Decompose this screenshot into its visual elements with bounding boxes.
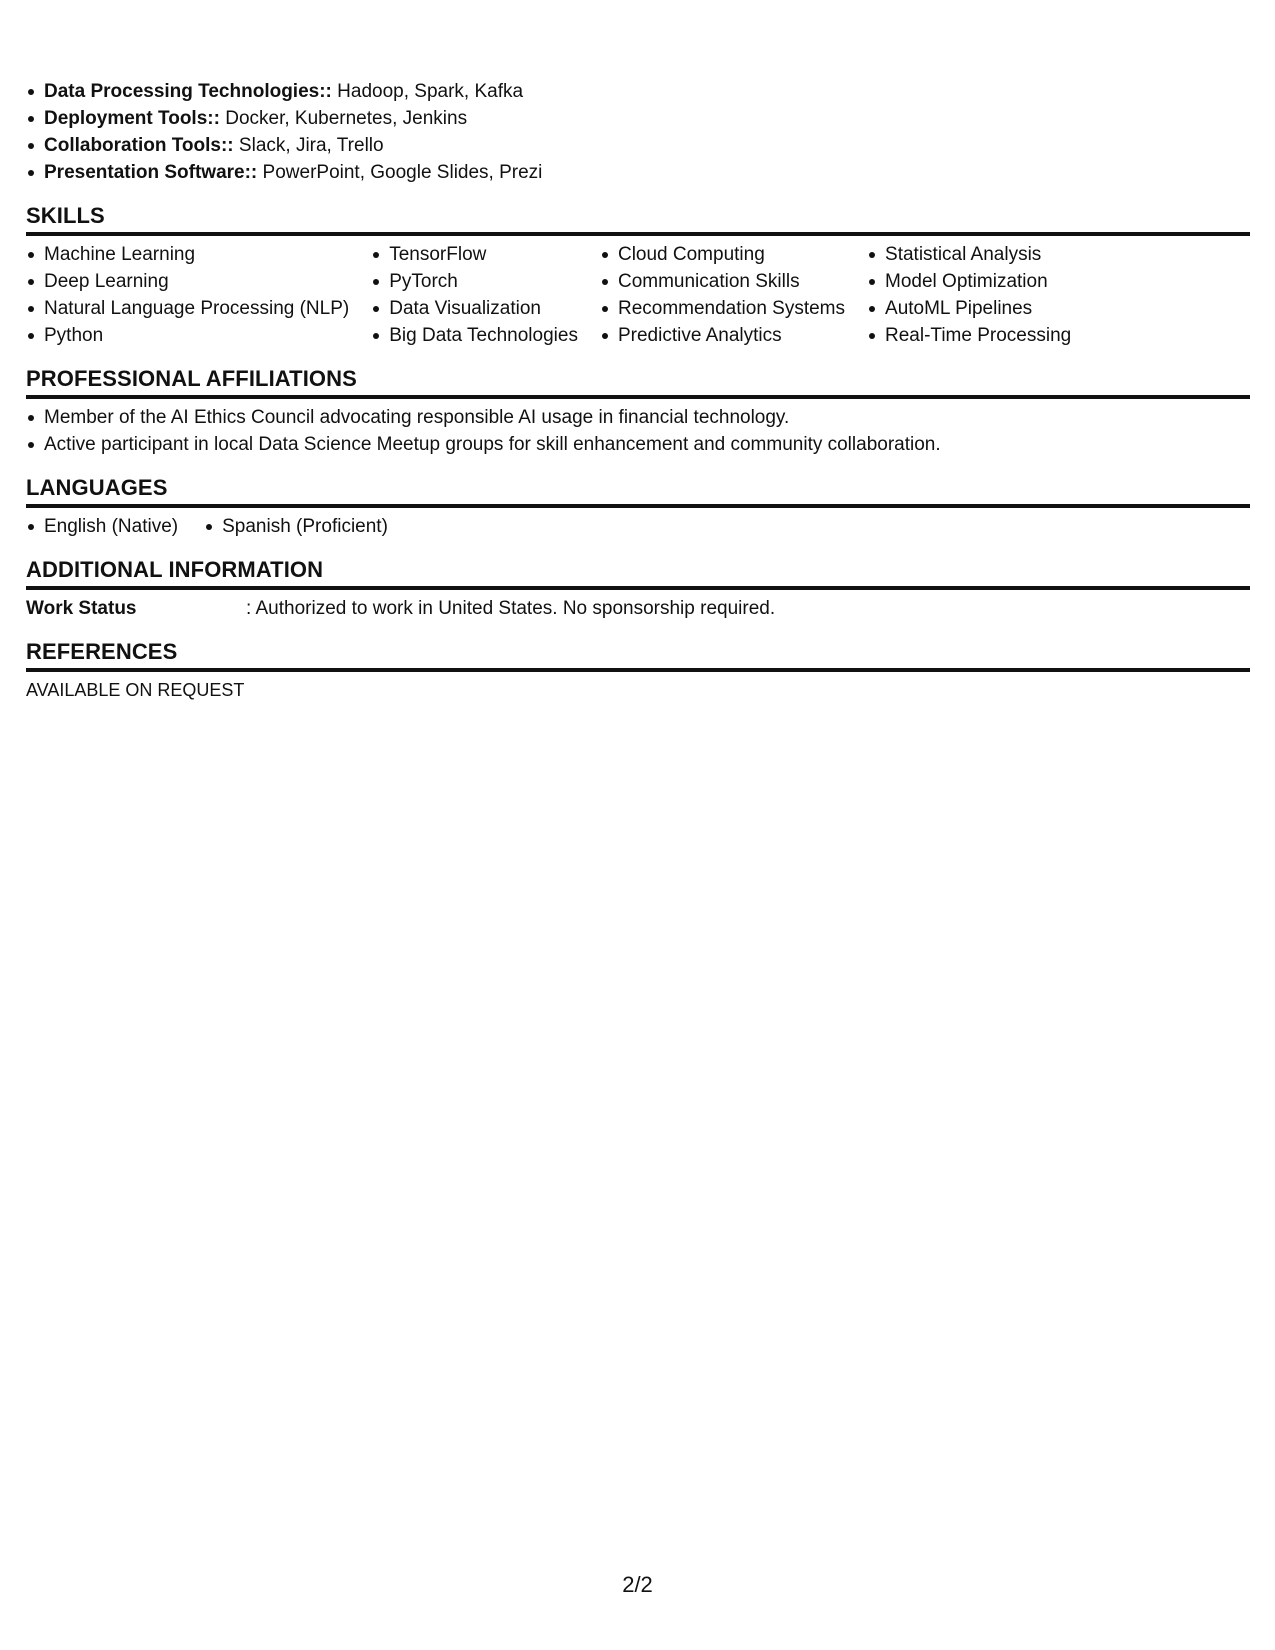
languages-list — [26, 513, 1250, 540]
tool-category: Collaboration Tools:: — [44, 135, 234, 156]
list-item: Natural Language Processing (NLP) — [26, 295, 349, 322]
list-item: Data Visualization — [371, 295, 578, 322]
tools-list — [26, 78, 1250, 186]
languages-section — [26, 474, 1250, 540]
section-title: PROFESSIONAL AFFILIATIONS — [26, 365, 1250, 399]
affiliations-section — [26, 365, 1250, 458]
skills-section — [26, 202, 1250, 349]
list-item — [26, 78, 1250, 105]
section-title: REFERENCES — [26, 638, 1250, 672]
tool-category: Presentation Software:: — [44, 162, 258, 183]
skills-column — [867, 241, 1071, 349]
list-item: Communication Skills — [600, 268, 845, 295]
list-item: Statistical Analysis — [867, 241, 1071, 268]
list-item: Deep Learning — [26, 268, 349, 295]
work-status-row — [26, 595, 1250, 622]
list-item: AutoML Pipelines — [867, 295, 1071, 322]
list-item: Predictive Analytics — [600, 322, 845, 349]
list-item: TensorFlow — [371, 241, 578, 268]
work-status-value: : Authorized to work in United States. No sponsorship required. — [246, 598, 776, 619]
list-item: Big Data Technologies — [371, 322, 578, 349]
list-item: English (Native) — [26, 513, 178, 540]
skills-grid — [26, 241, 1250, 349]
list-item — [26, 105, 1250, 132]
references-section — [26, 638, 1250, 704]
skills-column — [26, 241, 349, 349]
additional-info-section — [26, 556, 1250, 622]
skills-column — [600, 241, 845, 349]
list-item — [26, 159, 1250, 186]
list-item: PyTorch — [371, 268, 578, 295]
list-item: Member of the AI Ethics Council advocating responsible AI usage in financial technology. — [26, 404, 1250, 431]
tool-values: PowerPoint, Google Slides, Prezi — [257, 162, 543, 183]
tool-category: Data Processing Technologies:: — [44, 81, 332, 102]
list-item: Active participant in local Data Science Meetup groups for skill enhancement and community collaboration. — [26, 431, 1250, 458]
list-item: Python — [26, 322, 349, 349]
page-number: 2/2 — [622, 1572, 653, 1597]
list-item: Recommendation Systems — [600, 295, 845, 322]
list-item: Machine Learning — [26, 241, 349, 268]
tool-values: Slack, Jira, Trello — [233, 135, 384, 156]
affiliations-list — [26, 404, 1250, 458]
list-item: Cloud Computing — [600, 241, 845, 268]
skills-column — [371, 241, 578, 349]
references-text: AVAILABLE ON REQUEST — [26, 680, 245, 700]
list-item — [26, 132, 1250, 159]
resume-page — [26, 78, 1250, 704]
section-title: LANGUAGES — [26, 474, 1250, 508]
section-title: SKILLS — [26, 202, 1250, 236]
list-item: Spanish (Proficient) — [204, 513, 388, 540]
work-status-label: Work Status — [26, 598, 137, 619]
tool-category: Deployment Tools:: — [44, 108, 220, 129]
section-title: ADDITIONAL INFORMATION — [26, 556, 1250, 590]
tool-values: Docker, Kubernetes, Jenkins — [219, 108, 468, 129]
tool-values: Hadoop, Spark, Kafka — [331, 81, 524, 102]
list-item: Real-Time Processing — [867, 322, 1071, 349]
list-item: Model Optimization — [867, 268, 1071, 295]
